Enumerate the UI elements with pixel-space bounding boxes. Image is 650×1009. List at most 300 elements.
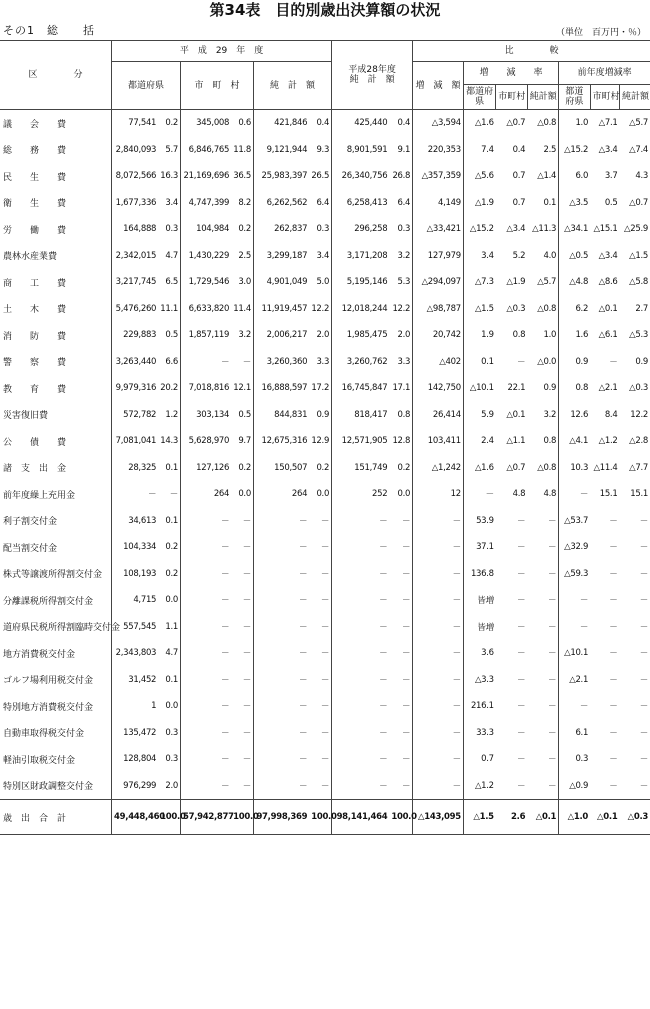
table-cell: 264: [253, 481, 309, 508]
table-cell: 151,749: [332, 455, 390, 482]
table-cell: 12,675,316: [253, 428, 309, 455]
table-cell: 572,782: [112, 402, 159, 429]
row-label: 諸 支 出 金: [3, 464, 67, 475]
table-cell: －: [320, 543, 330, 554]
table-cell: 104,984: [180, 216, 231, 243]
table-cell: －: [320, 649, 330, 660]
table-cell: 17.2: [311, 383, 330, 394]
table-cell: 100.0: [231, 800, 253, 835]
table-cell: －: [332, 746, 390, 773]
row-label: 道府県民税所得割臨時交付金: [3, 623, 121, 634]
table-cell: 0.5: [238, 409, 251, 420]
table-cell: △7.3: [463, 269, 495, 296]
table-cell: －: [169, 490, 178, 501]
table-cell: 6.1: [559, 720, 590, 747]
table-cell: 2.7: [635, 303, 648, 314]
table-cell: 1,430,229: [180, 243, 231, 270]
table-cell: 4,149: [413, 190, 464, 217]
table-row: [0, 137, 650, 164]
row-label: 特別区財政調整交付金: [3, 782, 94, 793]
table-cell: －: [413, 746, 464, 773]
table-cell: △15.2: [559, 137, 590, 164]
header-prev-net: 純計額: [619, 85, 650, 110]
table-cell: 264: [180, 481, 231, 508]
header-h28: 平成28年度 純 計 額: [332, 41, 413, 110]
table-cell: 2.5: [543, 144, 557, 155]
table-cell: △5.3: [629, 330, 648, 341]
table-cell: －: [320, 569, 330, 580]
table-cell: 0.0: [165, 595, 178, 606]
table-cell: －: [242, 622, 251, 633]
row-label: 議 会 費: [3, 119, 67, 130]
table-cell: －: [517, 357, 526, 368]
table-cell: 262,837: [253, 216, 309, 243]
table-cell: －: [639, 622, 648, 633]
table-cell: 3,260,762: [332, 349, 390, 376]
table-cell: △3,594: [413, 110, 464, 137]
table-cell: 142,750: [413, 375, 464, 402]
table-cell: 6.4: [397, 197, 411, 208]
table-cell: 296,258: [332, 216, 390, 243]
table-cell: －: [401, 569, 411, 580]
table-cell: △53.7: [559, 508, 590, 535]
table-cell: 1,677,336: [112, 190, 159, 217]
table-cell: －: [332, 667, 390, 694]
table-cell: △3.3: [463, 667, 495, 694]
table-cell: 0.2: [238, 224, 251, 235]
table-cell: －: [180, 534, 231, 561]
table-cell: －: [320, 702, 330, 713]
table-cell: 5,628,970: [180, 428, 231, 455]
table-cell: 0.1: [463, 349, 495, 376]
table-cell: －: [517, 781, 526, 792]
table-cell: －: [413, 773, 464, 800]
table-cell: △7.7: [629, 462, 648, 473]
table-cell: 4.7: [165, 648, 178, 659]
table-cell: －: [547, 675, 557, 686]
table-cell: 33.3: [463, 720, 495, 747]
table-cell: 4.0: [543, 250, 557, 261]
table-cell: －: [320, 728, 330, 739]
table-cell: －: [639, 728, 648, 739]
table-cell: －: [413, 508, 464, 535]
table-cell: 3.0: [238, 277, 251, 288]
table-cell: 0.5: [165, 330, 178, 341]
table-cell: 15.1: [599, 489, 618, 500]
table-cell: 4.8: [512, 489, 526, 500]
table-cell: △2.8: [629, 436, 648, 447]
table-cell: －: [332, 561, 390, 588]
row-label: 利子割交付金: [3, 517, 58, 528]
table-cell: △3.4: [506, 224, 526, 235]
table-cell: －: [463, 481, 495, 508]
table-cell: －: [547, 755, 557, 766]
table-cell: －: [609, 728, 618, 739]
table-row: [0, 561, 650, 588]
table-cell: 0.3: [165, 727, 178, 738]
header-prev-muni: 市町村: [590, 85, 619, 110]
table-cell: 20.2: [160, 383, 178, 394]
table-cell: －: [517, 543, 526, 554]
table-cell: 100.0: [309, 800, 331, 835]
table-cell: 3.7: [604, 171, 618, 182]
row-label: 土 木 費: [3, 305, 67, 316]
table-cell: －: [320, 675, 330, 686]
table-cell: －: [609, 675, 618, 686]
table-cell: 3.3: [397, 356, 411, 367]
table-cell: －: [609, 357, 618, 368]
table-cell: 4.8: [543, 489, 557, 500]
table-cell: 0.2: [397, 462, 411, 473]
table-cell: 0.3: [559, 746, 590, 773]
table-cell: 16,745,847: [332, 375, 390, 402]
table-cell: 9.7: [238, 436, 251, 447]
table-cell: 6,633,820: [180, 296, 231, 323]
row-label: 商 工 費: [3, 278, 67, 289]
table-cell: △11.3: [532, 224, 557, 235]
table-cell: －: [547, 702, 557, 713]
table-cell: －: [253, 773, 309, 800]
table-cell: 11.8: [233, 144, 251, 155]
table-cell: 6.6: [165, 356, 178, 367]
table-cell: 7,081,041: [112, 428, 159, 455]
table-cell: －: [180, 614, 231, 641]
table-cell: 0.9: [316, 409, 330, 420]
table-cell: 4,715: [112, 587, 159, 614]
row-label: 特別地方消費税交付金: [3, 702, 94, 713]
table-cell: △0.8: [537, 462, 557, 473]
table-cell: 135,472: [112, 720, 159, 747]
table-cell: 976,299: [112, 773, 159, 800]
table-cell: －: [332, 534, 390, 561]
table-cell: 28,325: [112, 455, 159, 482]
table-row: [0, 216, 650, 243]
table-cell: －: [639, 781, 648, 792]
table-cell: －: [242, 543, 251, 554]
table-row: [0, 428, 650, 455]
table-row: [0, 587, 650, 614]
table-cell: 0.3: [165, 224, 178, 235]
table-row: [0, 322, 650, 349]
table-cell: 皆増: [463, 614, 495, 641]
table-cell: 0.3: [397, 224, 411, 235]
table-cell: 0.2: [165, 542, 178, 553]
table-cell: －: [547, 622, 557, 633]
table-cell: －: [253, 640, 309, 667]
table-cell: △4.8: [559, 269, 590, 296]
row-label: 総 務 費: [3, 146, 67, 157]
table-cell: －: [547, 649, 557, 660]
table-cell: 0.1: [165, 462, 178, 473]
table-cell: 49,448,460: [112, 800, 159, 835]
header-pref: 都道府県: [112, 62, 181, 110]
table-cell: 57,942,877: [180, 800, 231, 835]
table-cell: －: [253, 561, 309, 588]
table-cell: 1.0: [543, 330, 557, 341]
table-cell: 1.6: [559, 322, 590, 349]
table-cell: 11.1: [160, 303, 178, 314]
table-cell: 2.0: [165, 780, 178, 791]
table-cell: 皆増: [463, 587, 495, 614]
table-row: [0, 667, 650, 694]
table-cell: －: [547, 543, 557, 554]
table-cell: 26.5: [311, 171, 330, 182]
table-cell: △357,359: [413, 163, 464, 190]
table-cell: △2.1: [598, 383, 618, 394]
table-cell: －: [401, 755, 411, 766]
table-cell: 3.3: [316, 356, 330, 367]
table-cell: 5.7: [165, 144, 178, 155]
table-cell: －: [547, 569, 557, 580]
header-muni: 市 町 村: [180, 62, 253, 110]
table-cell: 216.1: [463, 693, 495, 720]
table-cell: －: [413, 561, 464, 588]
table-cell: △1.0: [559, 800, 590, 835]
table-cell: 31,452: [112, 667, 159, 694]
table-cell: 9,121,944: [253, 137, 309, 164]
table-cell: －: [401, 516, 411, 527]
table-cell: －: [242, 755, 251, 766]
table-cell: 2,343,803: [112, 640, 159, 667]
table-cell: △0.0: [537, 356, 557, 367]
table-cell: 12.6: [559, 402, 590, 429]
table-cell: －: [517, 622, 526, 633]
table-cell: 0.8: [512, 330, 526, 341]
table-row: [0, 481, 650, 508]
table-cell: △1.6: [463, 455, 495, 482]
table-cell: －: [413, 667, 464, 694]
header-rate-muni: 市町村: [496, 85, 527, 110]
table-cell: 3,217,745: [112, 269, 159, 296]
table-cell: 6.0: [559, 163, 590, 190]
table-cell: －: [242, 781, 251, 792]
table-cell: －: [413, 640, 464, 667]
table-cell: 5,476,260: [112, 296, 159, 323]
table-cell: －: [180, 349, 231, 376]
table-cell: 100.0: [389, 800, 412, 835]
table-cell: 0.4: [397, 118, 411, 129]
table-cell: 37.1: [463, 534, 495, 561]
table-cell: 0.0: [238, 489, 251, 500]
header-net: 純 計 額: [253, 62, 331, 110]
table-cell: 844,831: [253, 402, 309, 429]
table-cell: 12.2: [630, 409, 648, 420]
table-cell: －: [413, 587, 464, 614]
table-cell: －: [320, 755, 330, 766]
table-cell: 425,440: [332, 110, 390, 137]
table-cell: －: [609, 649, 618, 660]
table-cell: －: [180, 667, 231, 694]
table-row: [0, 190, 650, 217]
table-cell: 3,260,360: [253, 349, 309, 376]
header-zennen: 前年度増減率: [559, 62, 650, 85]
table-cell: 3,263,440: [112, 349, 159, 376]
table-cell: －: [180, 640, 231, 667]
table-cell: －: [547, 728, 557, 739]
row-label: 軽油引取税交付金: [3, 755, 76, 766]
table-row: [0, 110, 650, 137]
row-label: 前年度繰上充用金: [3, 490, 76, 501]
table-cell: 1,857,119: [180, 322, 231, 349]
header-prev-pref: 都道府県: [559, 85, 590, 110]
table-cell: 345,008: [180, 110, 231, 137]
table-cell: 108,193: [112, 561, 159, 588]
table-row: [0, 269, 650, 296]
table-cell: 3.4: [463, 243, 495, 270]
table-row: [0, 296, 650, 323]
table-cell: 0.0: [316, 489, 330, 500]
table-cell: 1,729,546: [180, 269, 231, 296]
table-cell: －: [609, 543, 618, 554]
table-cell: －: [253, 508, 309, 535]
table-row: [0, 746, 650, 773]
table-cell: －: [242, 569, 251, 580]
header-h29: 平 成 29 年 度: [112, 41, 332, 62]
row-label: 自動車取得税交付金: [3, 729, 85, 740]
table-cell: －: [639, 675, 648, 686]
table-cell: 0.1: [165, 674, 178, 685]
table-cell: △0.7: [506, 118, 526, 129]
table-cell: △0.1: [598, 303, 618, 314]
table-cell: △0.9: [559, 773, 590, 800]
table-cell: 8.2: [238, 197, 251, 208]
table-row: [0, 455, 650, 482]
table-cell: －: [180, 561, 231, 588]
table-cell: 136.8: [463, 561, 495, 588]
table-cell: 3.4: [316, 250, 330, 261]
table-cell: －: [559, 587, 590, 614]
expenditure-table: [0, 40, 650, 835]
header-zogenritsu: 増 減 率: [463, 62, 558, 85]
table-cell: 26,414: [413, 402, 464, 429]
table-row: [0, 163, 650, 190]
table-cell: 8,901,591: [332, 137, 390, 164]
table-cell: －: [547, 596, 557, 607]
table-cell: 2.5: [238, 250, 251, 261]
table-cell: 8,072,566: [112, 163, 159, 190]
table-cell: －: [320, 596, 330, 607]
row-label: 株式等譲渡所得割交付金: [3, 570, 103, 581]
table-cell: －: [517, 702, 526, 713]
table-cell: 0.0: [397, 489, 411, 500]
table-cell: －: [609, 702, 618, 713]
total-row: [0, 800, 650, 835]
table-cell: －: [253, 667, 309, 694]
table-cell: 0.0: [165, 701, 178, 712]
table-cell: 1,985,475: [332, 322, 390, 349]
table-cell: △1.5: [463, 296, 495, 323]
table-cell: －: [517, 596, 526, 607]
table-cell: 0.9: [543, 383, 557, 394]
row-label: 歳 出 合 計: [0, 800, 112, 835]
table-cell: 2,840,093: [112, 137, 159, 164]
table-cell: 7,018,816: [180, 375, 231, 402]
table-cell: 0.4: [316, 118, 330, 129]
table-cell: 14.3: [160, 436, 178, 447]
table-cell: △25.9: [624, 224, 648, 235]
table-cell: 164,888: [112, 216, 159, 243]
table-cell: －: [180, 693, 231, 720]
table-cell: 127,126: [180, 455, 231, 482]
row-label: 配当割交付金: [3, 543, 58, 554]
table-cell: 2,342,015: [112, 243, 159, 270]
row-label: 地方消費税交付金: [3, 649, 76, 660]
table-cell: 77,541: [112, 110, 159, 137]
table-cell: 0.8: [543, 436, 557, 447]
table-cell: 128,804: [112, 746, 159, 773]
table-cell: △1.2: [463, 773, 495, 800]
table-cell: －: [242, 357, 251, 368]
table-cell: △15.2: [463, 216, 495, 243]
table-cell: △5.6: [463, 163, 495, 190]
table-cell: 0.2: [238, 462, 251, 473]
table-cell: －: [401, 622, 411, 633]
table-cell: 6.5: [165, 277, 178, 288]
table-cell: △15.1: [593, 224, 618, 235]
table-cell: 5,195,146: [332, 269, 390, 296]
table-cell: 252: [332, 481, 390, 508]
table-cell: 220,353: [413, 137, 464, 164]
table-cell: 4,901,049: [253, 269, 309, 296]
page-title: 第34表 目的別歳出決算額の状況: [209, 1, 441, 19]
table-cell: 0.2: [165, 118, 178, 129]
table-cell: △1.9: [506, 277, 526, 288]
table-cell: 53.9: [463, 508, 495, 535]
row-label: 災害復旧費: [3, 411, 49, 422]
table-cell: △34.1: [559, 216, 590, 243]
table-cell: －: [253, 587, 309, 614]
table-cell: △59.3: [559, 561, 590, 588]
table-cell: －: [320, 622, 330, 633]
table-cell: 1.1: [165, 621, 178, 632]
table-body: [0, 110, 650, 835]
row-label: ゴルフ場利用税交付金: [3, 676, 94, 687]
header-hikaku: 比 較: [413, 41, 650, 62]
table-cell: 3.2: [397, 250, 411, 261]
table-cell: 0.9: [559, 349, 590, 376]
table-cell: 21,169,696: [180, 163, 231, 190]
table-cell: －: [401, 675, 411, 686]
row-label: 民 生 費: [3, 172, 67, 183]
table-cell: －: [639, 649, 648, 660]
table-cell: －: [401, 543, 411, 554]
table-cell: －: [180, 746, 231, 773]
table-cell: 16.3: [160, 171, 178, 182]
row-label: 分離課税所得割交付金: [3, 596, 94, 607]
table-cell: －: [609, 516, 618, 527]
table-cell: 1.0: [559, 110, 590, 137]
table-cell: －: [559, 693, 590, 720]
table-cell: －: [517, 755, 526, 766]
table-cell: 17.1: [392, 383, 411, 394]
table-cell: 100.0: [158, 800, 180, 835]
section-subtitle: その1 総 括: [3, 24, 95, 37]
table-cell: △0.1: [590, 800, 619, 835]
table-cell: －: [547, 781, 557, 792]
table-cell: －: [517, 569, 526, 580]
table-cell: 16,888,597: [253, 375, 309, 402]
table-cell: 0.7: [512, 197, 526, 208]
table-cell: △8.6: [598, 277, 618, 288]
table-cell: 303,134: [180, 402, 231, 429]
table-row: [0, 243, 650, 270]
table-row: [0, 693, 650, 720]
table-cell: 20,742: [413, 322, 464, 349]
table-cell: －: [180, 587, 231, 614]
table-cell: 3.4: [165, 197, 178, 208]
table-cell: 6,846,765: [180, 137, 231, 164]
table-cell: 4.7: [165, 250, 178, 261]
